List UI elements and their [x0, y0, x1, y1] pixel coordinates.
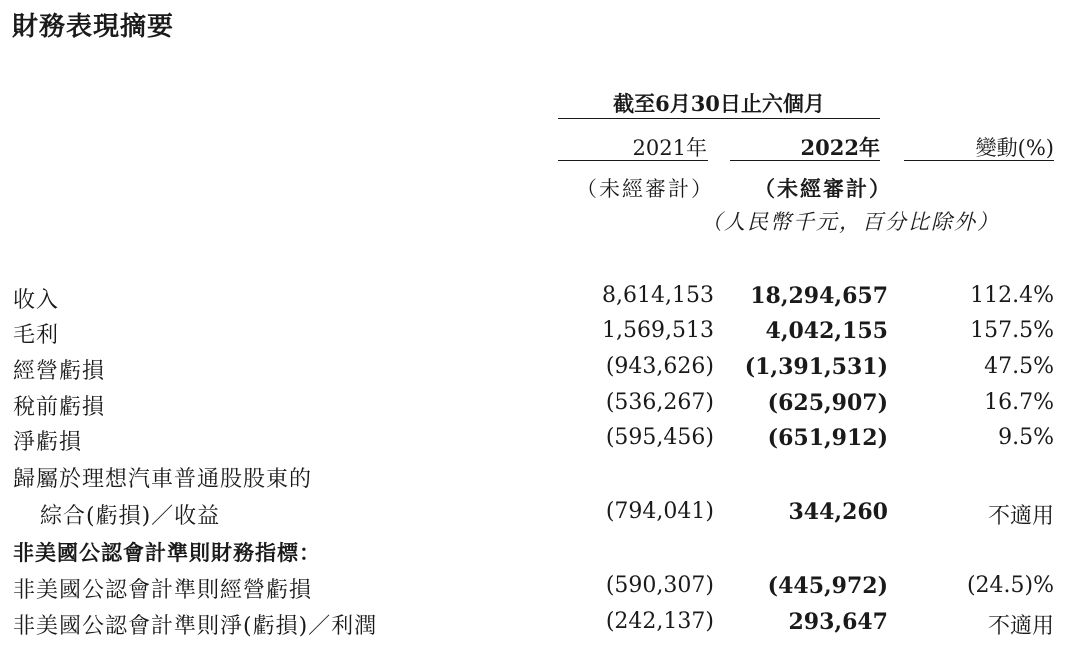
value-change: (24.5)%: [966, 573, 1054, 598]
value-change: 16.7%: [984, 390, 1054, 415]
row-label: 毛利: [13, 323, 60, 348]
table-row: [0, 573, 1080, 609]
period-header: 截至6月30日止六個月: [613, 91, 825, 116]
value-2022: (625,907): [767, 390, 888, 416]
table-row: [0, 425, 1080, 461]
column-underline-2021: [558, 160, 708, 161]
column-header-2021: 2021年: [632, 136, 707, 160]
column-underline-2022: [730, 160, 880, 161]
value-2021: 1,569,513: [602, 318, 714, 343]
value-change: 不適用: [987, 614, 1054, 639]
section-heading: 非美國公認會計準則財務指標：: [13, 541, 321, 565]
audit-note-2021: （未經審計）: [576, 177, 714, 201]
column-underline-change: [904, 160, 1054, 161]
table-row: [0, 354, 1080, 390]
row-label: 非美國公認會計準則淨(虧損)／利潤: [13, 614, 378, 639]
value-2021: (794,041): [605, 499, 714, 524]
table-row: [0, 390, 1080, 426]
value-2021: (943,626): [605, 354, 714, 379]
row-label: 非美國公認會計準則經營虧損: [13, 578, 313, 603]
value-2022: 344,260: [788, 499, 888, 525]
unit-note: （人民幣千元，百分比除外）: [701, 210, 1000, 234]
table-row: [0, 609, 1080, 645]
value-2021: (595,456): [605, 425, 714, 450]
table-row: [0, 283, 1080, 319]
value-2021: (242,137): [605, 609, 714, 634]
value-2021: (590,307): [605, 573, 714, 598]
value-change: 157.5%: [970, 318, 1054, 343]
period-underline: [558, 118, 880, 119]
value-change: 112.4%: [970, 283, 1054, 308]
table-row: [0, 499, 1080, 535]
value-change: 47.5%: [984, 354, 1054, 379]
value-2022: 4,042,155: [765, 318, 888, 344]
table-row: [0, 462, 1080, 498]
column-header-change: 變動(%): [975, 136, 1054, 160]
page-title: 財務表現摘要: [12, 12, 175, 42]
row-label: 經營虧損: [13, 359, 106, 384]
table-row: [0, 318, 1080, 354]
row-label: 綜合(虧損)／收益: [40, 504, 221, 529]
row-label: 收入: [13, 288, 60, 313]
audit-note-2022: （未經審計）: [754, 176, 892, 201]
value-2021: (536,267): [605, 390, 714, 415]
value-2022: (445,972): [767, 573, 888, 599]
value-change: 不適用: [987, 504, 1054, 529]
row-label: 淨虧損: [13, 430, 83, 455]
row-label: 稅前虧損: [13, 395, 106, 420]
value-2021: 8,614,153: [602, 283, 714, 308]
row-label: 歸屬於理想汽車普通股股東的: [13, 467, 313, 492]
value-2022: 293,647: [788, 609, 888, 635]
value-2022: (651,912): [767, 425, 888, 451]
section-header-row: [0, 537, 1080, 573]
value-2022: (1,391,531): [744, 354, 888, 380]
value-change: 9.5%: [998, 425, 1054, 450]
value-2022: 18,294,657: [750, 283, 888, 309]
column-header-2022: 2022年: [800, 135, 880, 160]
